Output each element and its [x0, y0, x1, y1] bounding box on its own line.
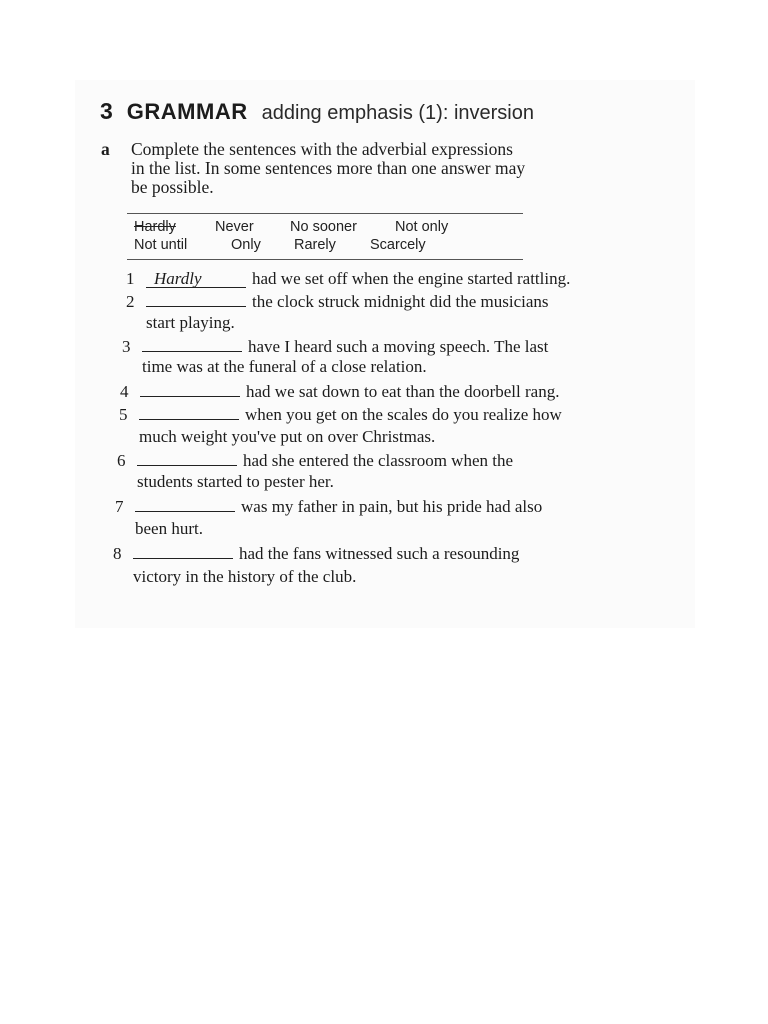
sentence-number: 4 — [120, 382, 129, 401]
word-box-bottom-rule — [127, 259, 523, 260]
sentence-1 — [126, 268, 570, 289]
answer-blank[interactable] — [137, 450, 237, 466]
sentence-continuation: students started to pester her. — [137, 472, 334, 491]
exercise-letter: a — [101, 139, 110, 159]
section-heading — [100, 98, 534, 125]
sentence-text: have I heard such a moving speech. The last — [248, 337, 549, 356]
answer-blank[interactable] — [140, 381, 240, 397]
answer-blank[interactable] — [133, 543, 233, 559]
sentence-text: the clock struck midnight did the musicians — [252, 292, 549, 311]
instruction-line: be possible. — [131, 177, 214, 197]
word-list-item: Not until — [134, 237, 188, 253]
section-subtitle: adding emphasis (1): inversion — [261, 102, 534, 124]
sentence-continuation: been hurt. — [135, 519, 203, 538]
answer-blank[interactable]: Hardly — [146, 270, 246, 288]
instruction-line: Complete the sentences with the adverbial expressions — [131, 139, 513, 159]
word-list-item: Scarcely — [370, 237, 426, 253]
sentence-continuation: time was at the funeral of a close relation. — [142, 357, 427, 376]
word-list-item: No sooner — [290, 219, 357, 235]
sentence-continuation: much weight you've put on over Christmas. — [139, 427, 436, 446]
sentence-continuation: start playing. — [146, 313, 235, 332]
word-list-item: Only — [231, 237, 261, 253]
sentence-number: 2 — [126, 292, 135, 311]
sentence-text: was my father in pain, but his pride had also — [241, 497, 543, 516]
sentence-number: 3 — [122, 337, 131, 356]
instruction-text — [131, 140, 601, 197]
word-list-item: Hardly — [134, 219, 176, 235]
sentence-text: had she entered the classroom when the — [243, 451, 514, 470]
sentence-8 — [113, 543, 519, 564]
answer-blank[interactable] — [135, 496, 235, 512]
sentence-5 — [119, 404, 562, 425]
word-box-top-rule — [127, 213, 523, 214]
instruction-line: in the list. In some sentences more than one answer may — [131, 158, 526, 178]
sentence-number: 5 — [119, 405, 128, 424]
answer-blank[interactable] — [142, 336, 242, 352]
sentence-6 — [117, 450, 513, 471]
section-title: GRAMMAR — [126, 99, 248, 124]
sentence-text: had the fans witnessed such a resounding — [239, 544, 520, 563]
sentence-number: 6 — [117, 451, 126, 470]
sentence-text: when you get on the scales do you realize how — [245, 405, 562, 424]
sentence-4 — [120, 381, 559, 402]
section-number: 3 — [100, 98, 113, 124]
word-list-item: Not only — [395, 219, 449, 235]
sentence-3 — [122, 336, 548, 357]
word-list-item: Rarely — [294, 237, 336, 253]
word-list-item: Never — [215, 219, 254, 235]
sentence-2 — [126, 291, 549, 312]
sentence-continuation: victory in the history of the club. — [133, 567, 357, 586]
sentence-number: 1 — [126, 269, 135, 288]
sentence-number: 8 — [113, 544, 122, 563]
answer-blank[interactable] — [139, 404, 239, 420]
sentence-7 — [115, 496, 542, 517]
answer-blank[interactable] — [146, 291, 246, 307]
sentence-text: had we set off when the engine started rattling. — [252, 269, 571, 288]
sentence-number: 7 — [115, 497, 124, 516]
sentence-text: had we sat down to eat than the doorbell rang. — [246, 382, 560, 401]
